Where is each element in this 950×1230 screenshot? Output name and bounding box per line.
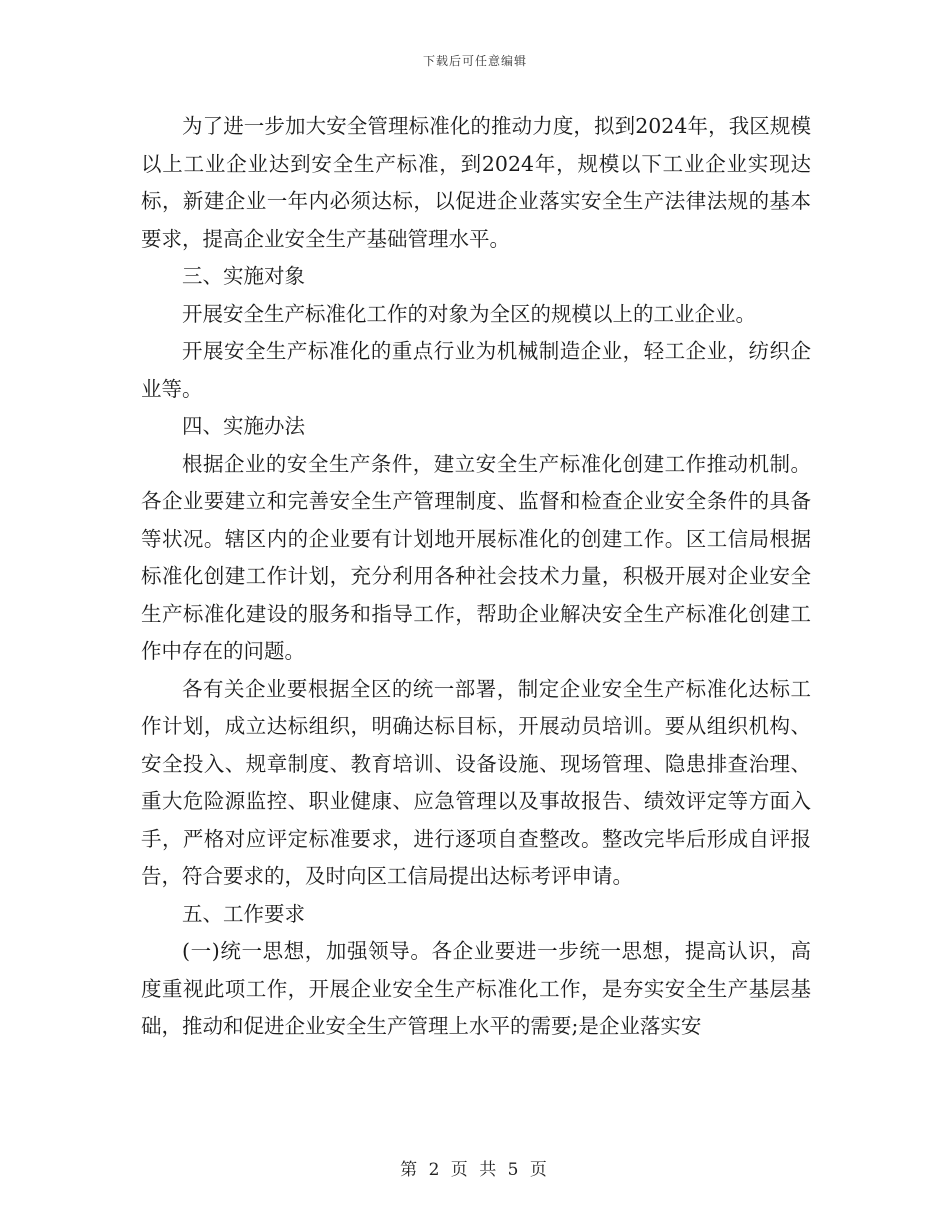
- paragraph: 各有关企业要根据全区的统一部署，制定企业安全生产标准化达标工作计划，成立达标组织，明确达标目标，开展动员培训。要从组织机构、安全投入、规章制度、教育培训、设备设施、现场管理、隐患排查治理、重大危险源监控、职业健康、应急管理以及事故报告、绩效评定等方面入手，严格对应评定标准要求，进行逐项自查整改。整改完毕后形成自评报告，符合要求的，及时向区工信局提出达标考评申请。: [141, 676, 811, 888]
- section-heading: 四、实施办法: [182, 414, 305, 438]
- paragraph: 开展安全生产标准化工作的对象为全区的规模以上的工业企业。: [182, 301, 756, 326]
- document-body: [141, 108, 811, 1046]
- paragraph: 为了进一步加大安全管理标准化的推动力度，拟到2024年，我区规模以上工业企业达到安全生产标准，到2024年，规模以下工业企业实现达标，新建企业一年内必须达标，以促进企业落实安全生产法律法规的基本要求，提高企业安全生产基础管理水平。: [141, 114, 811, 251]
- paragraph: 开展安全生产标准化的重点行业为机械制造企业，轻工企业，纺织企业等。: [141, 339, 811, 401]
- page-header-note: 下载后可任意编辑: [422, 54, 527, 68]
- section-heading: 三、实施对象: [182, 264, 305, 288]
- paragraph: 根据企业的安全生产条件，建立安全生产标准化创建工作推动机制。各企业要建立和完善安全生产管理制度、监督和检查企业安全条件的具备等状况。辖区内的企业要有计划地开展标准化的创建工作。区工信局根据标准化创建工作计划，充分利用各种社会技术力量，积极开展对企业安全生产标准化建设的服务和指导工作，帮助企业解决安全生产标准化创建工作中存在的问题。: [141, 451, 811, 663]
- paragraph: (一)统一思想，加强领导。各企业要进一步统一思想，提高认识，高度重视此项工作，开展企业安全生产标准化工作，是夯实安全生产基层基础，推动和促进企业安全生产管理上水平的需要;是企业落实安: [141, 939, 811, 1038]
- section-heading: 五、工作要求: [182, 901, 305, 926]
- page-number: 第 2 页 共 5 页: [400, 1160, 550, 1180]
